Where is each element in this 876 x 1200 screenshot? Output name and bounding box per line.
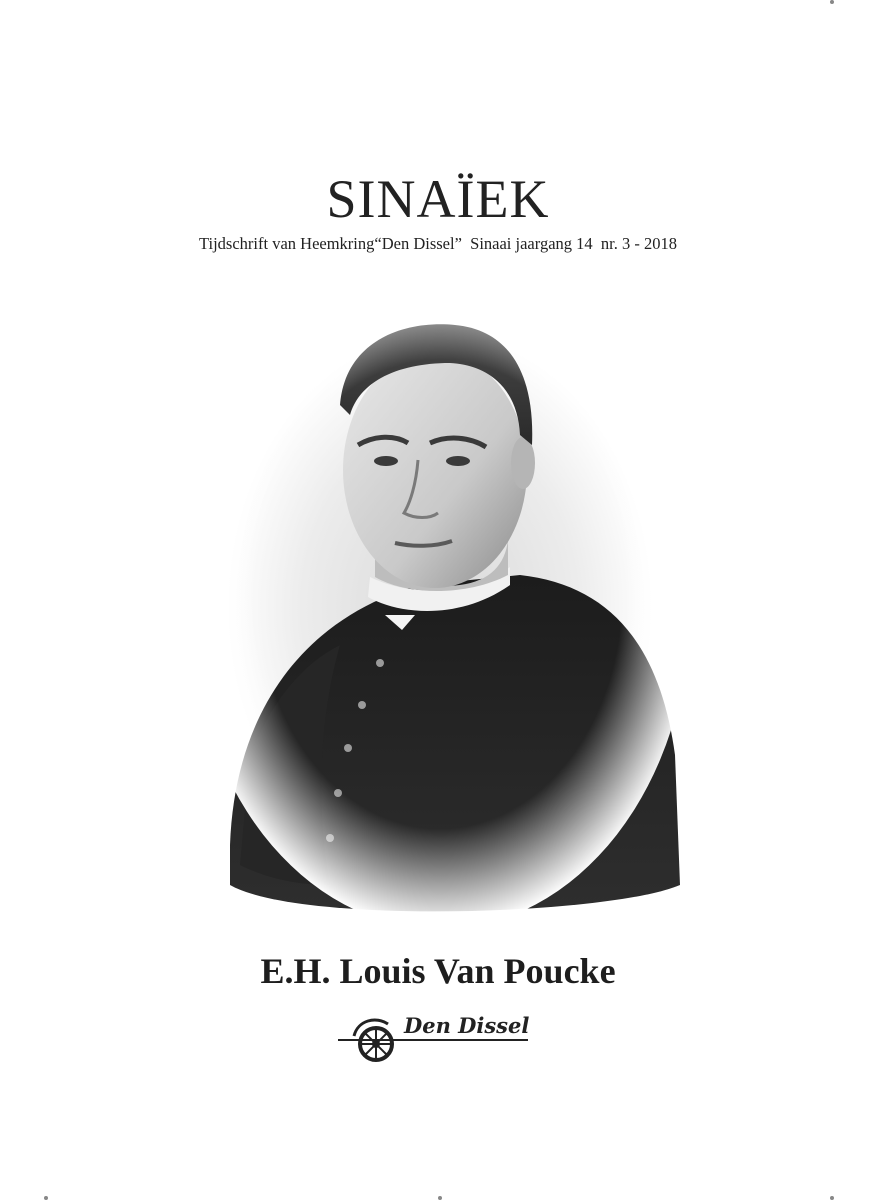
magazine-subtitle: Tijdschrift van Heemkring“Den Dissel” Sinaai jaargang 14 nr. 3 - 2018 [199, 234, 677, 253]
magazine-title: SINAÏEK [326, 169, 550, 229]
person-name: E.H. Louis Van Poucke [260, 951, 616, 991]
portrait-photo [190, 285, 690, 930]
crop-mark-bottom-left [44, 1196, 48, 1200]
crop-mark-top-right [830, 0, 834, 4]
crop-mark-bottom-right [830, 1196, 834, 1200]
den-dissel-logo [338, 1010, 538, 1070]
crop-mark-bottom-center [438, 1196, 442, 1200]
logo-text: Den Dissel [404, 1013, 530, 1038]
